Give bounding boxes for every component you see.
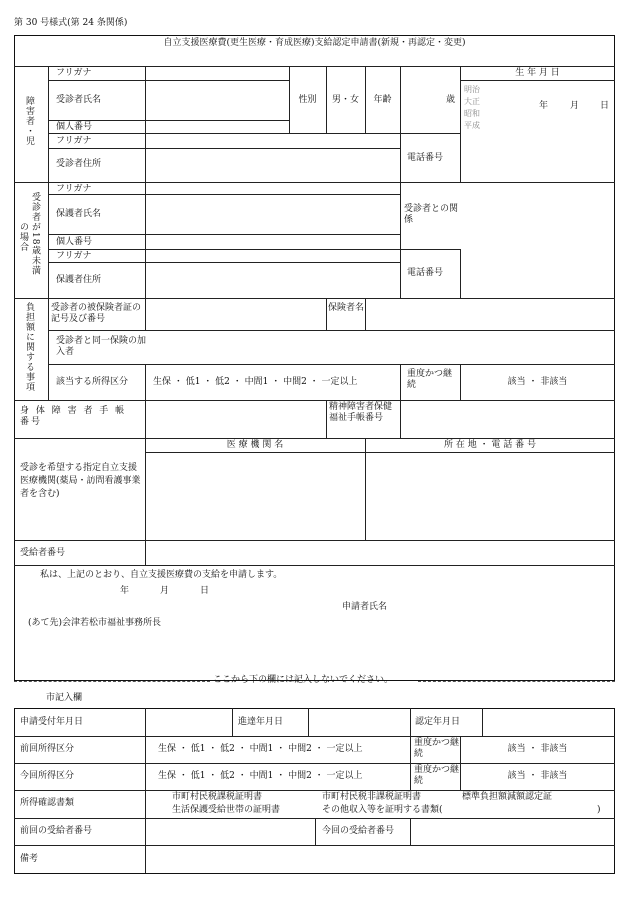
institution-address-field[interactable] [366,453,613,539]
patient-section-label: 障害者・児 [24,96,34,146]
physical-handbook-field[interactable] [146,401,325,437]
patient-address-label: 受診者住所 [56,159,102,169]
burden-section-label: 負担額に関する事項 [24,302,34,392]
age-label: 年齢 [373,95,392,105]
cut-line-right [418,681,615,682]
office-section-title: 市記入欄 [46,693,83,703]
patient-name-field[interactable] [146,67,288,132]
birth-day-unit: 日 [600,101,610,111]
relation-field[interactable] [461,183,613,248]
recipient-number-label: 受給者番号 [20,548,66,558]
patient-phone-field[interactable] [461,134,613,181]
applicant-name-label: 申請者氏名 [342,602,388,612]
declaration-text: 私は、上記のとおり、自立支援医療費の支給を申請します。 [40,570,283,580]
doc-other-close: ) [597,805,601,815]
curr-severe-options[interactable]: 該当 ・ 非該当 [507,771,568,781]
same-insurance-label: 受診者と同一保険の加入者 [56,336,147,357]
curr-income-options[interactable]: 生保 ・ 低1 ・ 低2 ・ 中間1 ・ 中間2 ・ 一定以上 [158,771,363,781]
guardian-address-furigana-label: フリガナ [56,251,92,261]
era-taisho[interactable]: 大正 [464,97,480,106]
age-field[interactable] [401,67,446,132]
era-meiji[interactable]: 明治 [464,85,480,94]
patient-name-label: 受診者氏名 [56,95,102,105]
income-docs-label: 所得確認書類 [20,798,75,808]
patient-address-furigana-label: フリガナ [56,136,92,146]
mental-handbook-field[interactable] [401,401,613,437]
guardian-address-label: 保護者住所 [56,275,102,285]
guardian-phone-label: 電話番号 [407,268,444,278]
relation-label: 受診者との関係 [404,204,459,225]
institution-address-header: 所 在 地 ・ 電 話 番 号 [443,440,537,450]
date-year-unit: 年 [120,586,130,596]
curr-severe-label: 重度かつ継続 [414,765,460,786]
doc-nontaxation-cert[interactable]: 市町村民税非課税証明書 [322,792,422,802]
cut-line-left [14,681,210,682]
era-showa[interactable]: 昭和 [464,109,480,118]
insurer-label: 保険者名 [328,303,365,313]
patient-address-field[interactable] [146,149,399,181]
patient-id-label: 個人番号 [56,122,93,132]
gender-label: 性別 [298,95,317,105]
era-heisei[interactable]: 平成 [464,121,480,130]
curr-income-label: 今回所得区分 [20,771,75,781]
curr-recipient-field[interactable] [411,819,613,844]
doc-welfare-cert[interactable]: 生活保護受給世帯の証明書 [172,805,281,815]
guardian-section-label: 受診者が18歳未満 [30,192,40,276]
patient-phone-label: 電話番号 [407,153,444,163]
receipt-date-label: 申請受付年月日 [20,717,84,727]
receipt-date-field[interactable] [146,709,231,735]
institution-name-header: 医 療 機 関 名 [226,440,284,450]
patient-furigana-label: フリガナ [56,68,92,78]
insurance-number-label: 受診者の被保険者証の記号及び番号 [51,303,142,324]
birthdate-label: 生 年 月 日 [515,68,560,78]
remarks-label: 備考 [20,854,39,864]
guardian-name-label: 保護者氏名 [56,209,102,219]
forward-date-label: 進達年月日 [238,717,284,727]
guardian-phone-field[interactable] [461,250,613,297]
approval-date-field[interactable] [483,709,613,735]
physical-handbook-label: 身 体 障 害 者 手 帳 番号 [20,406,127,427]
doc-reduction-cert[interactable]: 標準負担額減額認定証 [462,792,553,802]
form-number: 第 30 号様式(第 24 条関係) [14,18,128,28]
income-class-label: 該当する所得区分 [56,377,129,387]
insurer-field[interactable] [366,299,613,329]
date-day-unit: 日 [200,586,210,596]
income-class-options[interactable]: 生保 ・ 低1 ・ 低2 ・ 中間1 ・ 中間2 ・ 一定以上 [153,377,358,387]
recipient-number-field[interactable] [146,541,613,564]
institution-name-field[interactable] [146,453,364,539]
prev-income-options[interactable]: 生保 ・ 低1 ・ 低2 ・ 中間1 ・ 中間2 ・ 一定以上 [158,744,363,754]
mental-handbook-label: 精神障害者保健福祉手帳番号 [329,402,393,423]
gender-options[interactable]: 男・女 [331,95,359,105]
severe-continuous-label: 重度かつ継続 [407,369,453,390]
guardian-id-label: 個人番号 [56,237,93,247]
guardian-name-field[interactable] [146,195,399,233]
insurance-number-field[interactable] [146,299,325,329]
addressee-text: (あて先)会津若松市福祉事務所長 [28,618,162,628]
remarks-field[interactable] [146,846,613,872]
prev-recipient-field[interactable] [146,819,314,844]
guardian-furigana-label: フリガナ [56,184,92,194]
severe-continuous-options[interactable]: 該当 ・ 非該当 [507,377,568,387]
same-insurance-field[interactable] [146,331,613,363]
birth-year-unit: 年 [539,101,549,111]
curr-recipient-label: 今回の受給者番号 [322,826,395,836]
forward-date-field[interactable] [309,709,409,735]
approval-date-label: 認定年月日 [415,717,461,727]
prev-severe-label: 重度かつ継続 [414,738,460,759]
prev-recipient-label: 前回の受給者番号 [20,826,93,836]
designated-institution-label: 受診を希望する指定自立支援医療機関(薬局・訪問看護事業者を含む) [20,463,141,499]
birth-month-unit: 月 [570,101,580,111]
guardian-address-field[interactable] [146,263,399,297]
doc-taxation-cert[interactable]: 市町村民税課税証明書 [172,792,263,802]
guardian-section-label-suffix: の場合 [18,222,28,252]
prev-severe-options[interactable]: 該当 ・ 非該当 [507,744,568,754]
applicant-name-field[interactable] [400,598,610,614]
cut-line-text: ここから下の欄には記入しないでください。 [213,675,394,685]
age-unit: 歳 [446,95,456,105]
doc-other[interactable]: その他収入等を証明する書類( [322,805,443,815]
form-title: 自立支援医療費(更生医療・育成医療)支給認定申請書(新規・再認定・変更) [163,38,466,48]
prev-income-label: 前回所得区分 [20,744,75,754]
date-month-unit: 月 [160,586,170,596]
